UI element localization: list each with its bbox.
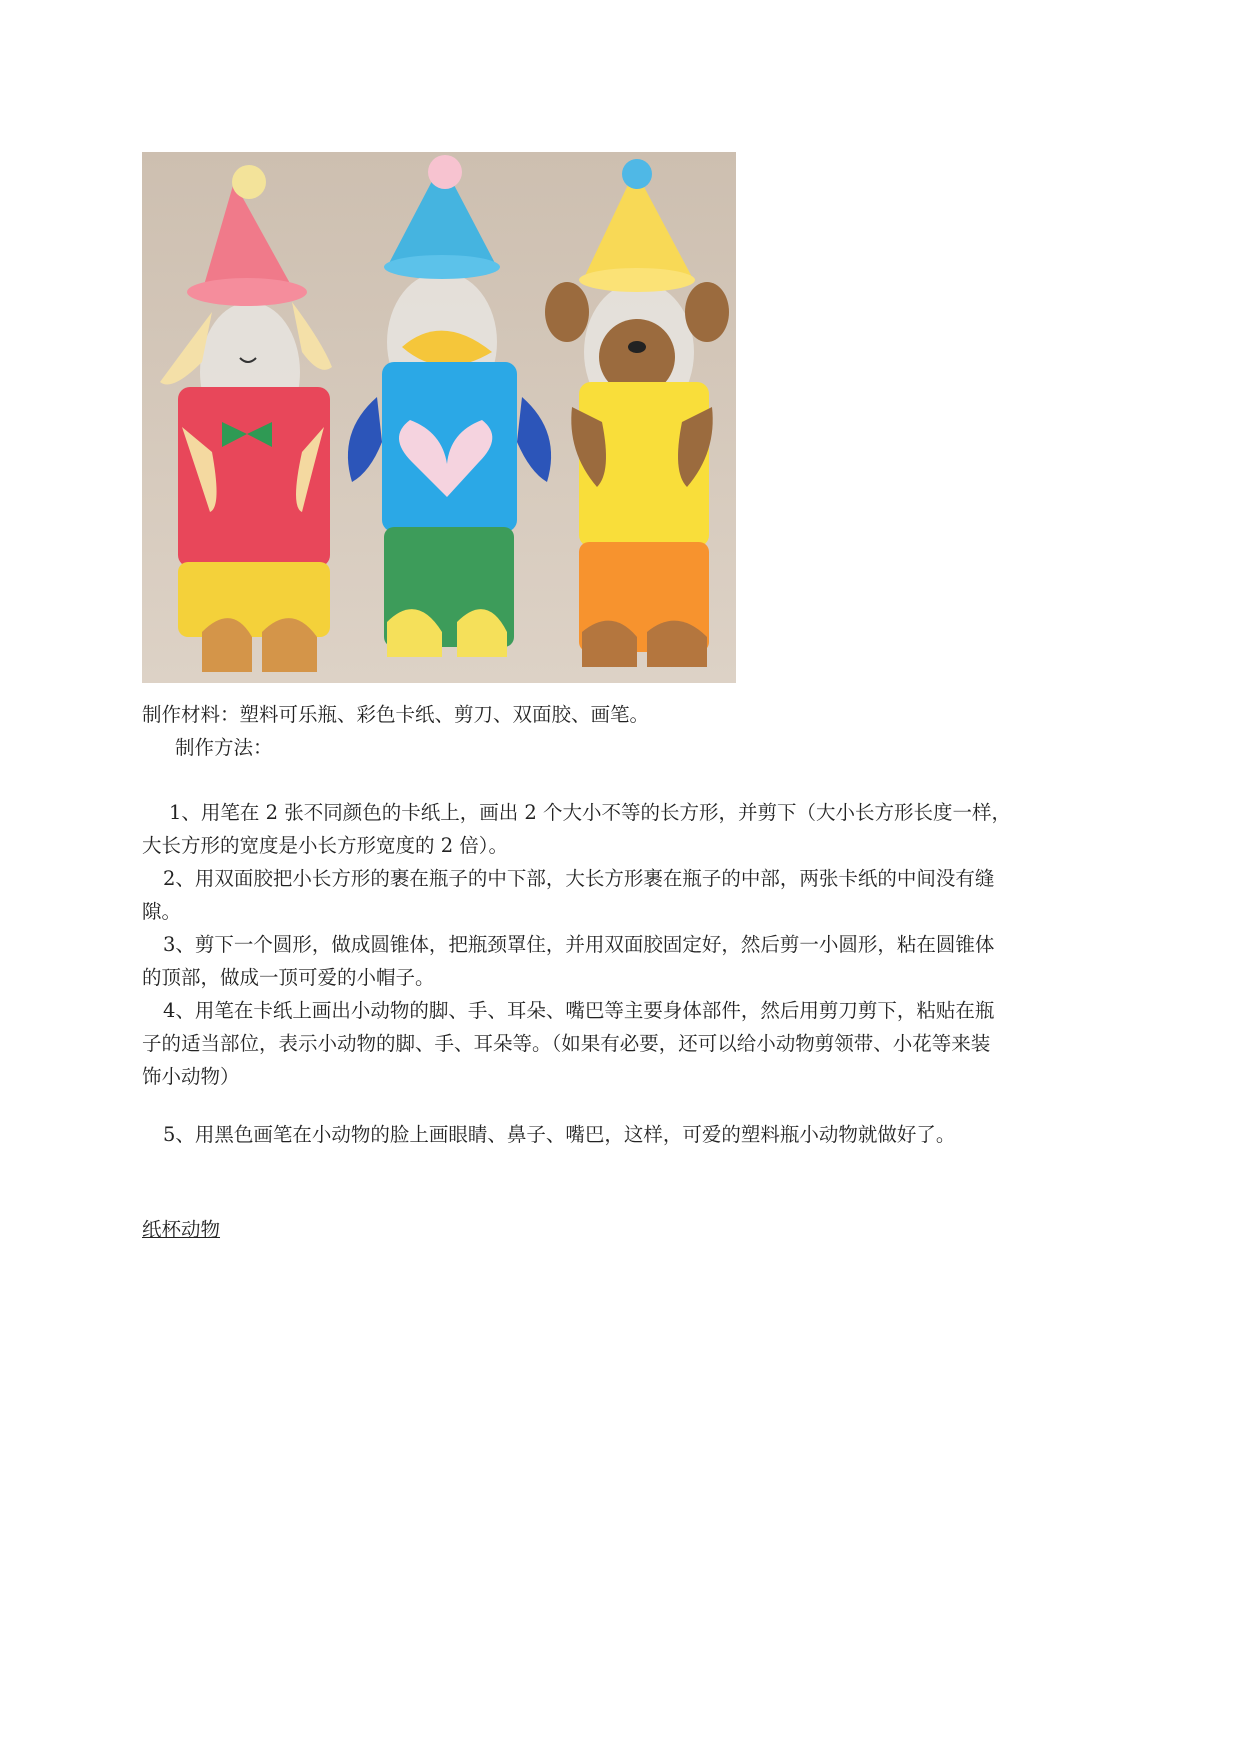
bottle-animals-photo xyxy=(142,152,736,683)
step-3: 3、剪下一个圆形，做成圆锥体，把瓶颈罩住，并用双面胶固定好，然后剪一小圆形，粘在圆锥体 的顶部，做成一顶可爱的小帽子。 xyxy=(142,933,995,989)
method-heading: 制作方法： xyxy=(175,736,273,759)
materials-text: 制作材料：塑料可乐瓶、彩色卡纸、剪刀、双面胶、画笔。 xyxy=(142,703,650,726)
step-2: 2、用双面胶把小长方形的裹在瓶子的中下部，大长方形裹在瓶子的中部，两张卡纸的中间没有缝 隙。 xyxy=(142,867,995,923)
step-4: 4、用笔在卡纸上画出小动物的脚、手、耳朵、嘴巴等主要身体部件，然后用剪刀剪下，粘贴在瓶 子的适当部位，表示小动物的脚、手、耳朵等。（如果有必要，还可以给小动物剪领带、小花等来装 饰小动物） xyxy=(142,999,995,1088)
paper-cup-animals-link[interactable]: 纸杯动物 xyxy=(142,1218,221,1241)
step-1: 1、用笔在 2 张不同颜色的卡纸上，画出 2 个大小不等的长方形，并剪下（大小长方形长度一样， 大长方形的宽度是小长方形宽度的 2 倍）。 xyxy=(142,801,1012,857)
step-5: 5、用黑色画笔在小动物的脸上画眼睛、鼻子、嘴巴，这样，可爱的塑料瓶小动物就做好了。 xyxy=(163,1123,956,1146)
